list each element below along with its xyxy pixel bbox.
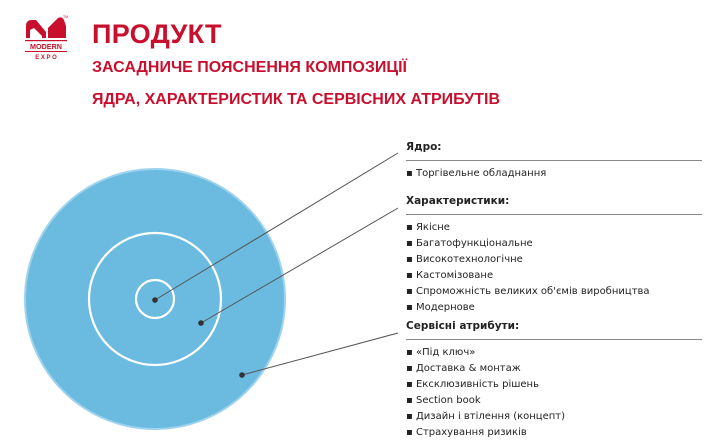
list-item: ▪ Якісне [406, 220, 706, 236]
service-attributes-list [406, 345, 706, 441]
characteristics-heading: Характеристики: [406, 195, 510, 207]
core-section [406, 141, 706, 182]
service-attributes-divider [406, 339, 702, 340]
service-attributes-leader-dot [239, 372, 245, 378]
list-item: ▪ Кастомізоване [406, 268, 706, 284]
page-subtitle-line-2: ЯДРА, ХАРАКТЕРИСТИК ТА СЕРВІСНИХ АТРИБУТІВ [92, 91, 500, 108]
logo-trademark: TM [62, 15, 68, 19]
list-item: ▪ Високотехнологічне [406, 252, 706, 268]
core-leader-dot [152, 297, 158, 303]
characteristics-list [406, 220, 706, 316]
core-heading: Ядро: [406, 141, 442, 153]
list-item: ▪ Багатофункціональне [406, 236, 706, 252]
list-item: ▪ Доставка & монтаж [406, 361, 706, 377]
service-attributes-heading: Сервісні атрибути: [406, 320, 520, 332]
page-subtitle-line-1: ЗАСАДНИЧЕ ПОЯСНЕННЯ КОМПОЗИЦІЇ [92, 59, 407, 76]
page-title: ПРОДУКТ [92, 19, 222, 49]
characteristics-divider [406, 214, 702, 215]
characteristics-leader-dot [198, 320, 204, 326]
core-divider [406, 160, 702, 161]
list-item: ▪ Дизайн і втілення (концепт) [406, 409, 706, 425]
logo-text-modern: MODERN [30, 42, 62, 51]
list-item: ▪ «Під ключ» [406, 345, 706, 361]
list-item: ▪ Торгівельне обладнання [406, 166, 706, 182]
list-item: ▪ Ексклюзивність рішень [406, 377, 706, 393]
core-list [406, 166, 706, 182]
logo-text-expo: E X P O [35, 55, 57, 61]
service-attributes-section [406, 320, 706, 441]
list-item: ▪ Модернове [406, 300, 706, 316]
list-item: ▪ Спроможність великих об'ємів виробництва [406, 284, 706, 300]
list-item: ▪ Страхування ризиків [406, 425, 706, 441]
list-item: ▪ Section book [406, 393, 706, 409]
characteristics-section [406, 195, 706, 316]
